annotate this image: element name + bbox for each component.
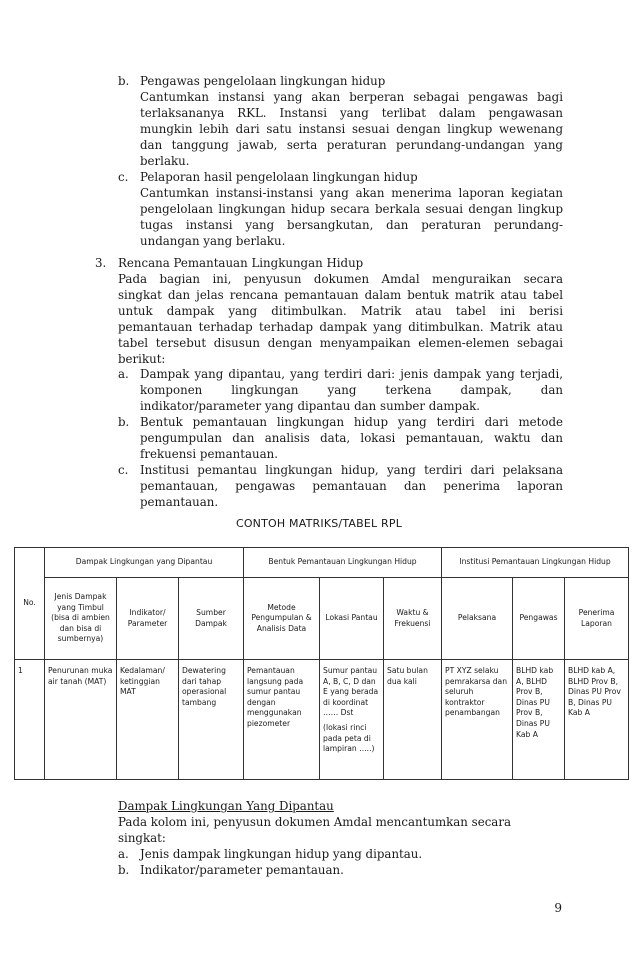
cell-waktu: Satu bulan dua kali <box>384 660 442 780</box>
text-line: pemantauan terhadap terhadap dampak yang ditimbulkan. Matrik atau <box>118 319 563 334</box>
cell-pengawas: BLHD kab A, BLHD Prov B, Dinas PU Prov B, Dinas PU Kab A <box>513 660 565 780</box>
text-line: singkat: <box>118 830 166 845</box>
dampak-item-a-marker: a. <box>118 847 129 861</box>
section-c-marker: c. <box>118 170 129 184</box>
col-waktu-header: Waktu & Frekuensi <box>384 578 442 660</box>
text-line: untuk dampak yang ditimbulkan. Matrik atau tabel ini berisi <box>118 303 563 318</box>
text-line: Pada bagian ini, penyusun dokumen Amdal menguraikan secara <box>118 272 563 286</box>
text-line: Pada kolom ini, penyusun dokumen Amdal mencantumkan secara <box>118 815 512 829</box>
item-b-body <box>140 415 563 463</box>
table-header-columns <box>15 578 629 660</box>
col-sumber-header: Sumber Dampak <box>179 578 244 660</box>
text-line: Institusi pemantau lingkungan hidup, yang terdiri dari pelaksana <box>140 463 563 477</box>
cell-metode: Pemantauan langsung pada sumur pantau dengan menggunakan piezometer <box>244 660 320 780</box>
col-pengawas-header: Pengawas <box>513 578 565 660</box>
text-line: mungkin lebih dari satu instansi sesuai dengan lingkup wewenang <box>140 121 563 136</box>
cell-sumber: Dewatering dari tahap operasional tambang <box>179 660 244 780</box>
text-line: singkat dan jelas rencana pemantauan dalam bentuk matrik atau tabel <box>118 287 563 302</box>
text-line: tugas instansi yang bersangkutan, dan peraturan perundang- <box>140 217 563 232</box>
rpl-matrix-table <box>14 547 629 780</box>
group-bentuk-header: Bentuk Pemantauan Lingkungan Hidup <box>244 548 442 578</box>
text-line: pengumpulan dan analisis data, lokasi pemantauan, waktu dan <box>140 430 563 445</box>
cell-lokasi <box>320 660 384 780</box>
text-line: berlaku. <box>140 153 190 168</box>
text-line: dan tanggung jawab, serta peraturan perundang-undangan yang <box>140 137 563 152</box>
cell-indikator: Kedalaman/ ketinggian MAT <box>117 660 179 780</box>
text-line: pemantauan, pengawas pemantauan dan penerima laporan <box>140 478 563 493</box>
text-line: indikator/parameter yang dipantau dan sumber dampak. <box>140 398 481 413</box>
item-a-body <box>140 367 563 415</box>
section-3-marker: 3. <box>95 256 107 270</box>
section-3-body <box>118 272 563 367</box>
col-no-header: No. <box>15 548 45 660</box>
cell-lokasi-text: Sumur pantau A, B, C, D dan E yang berada di koordinat …… Dst <box>323 666 379 718</box>
section-b-marker: b. <box>118 74 130 88</box>
dampak-item-b-marker: b. <box>118 863 130 877</box>
text-line: berikut: <box>118 351 166 366</box>
cell-no: 1 <box>15 660 45 780</box>
text-line: terlaksananya RKL. Instansi yang terlibat dalam pengawasan <box>140 105 563 120</box>
col-metode-header: Metode Pengumpulan & Analisis Data <box>244 578 320 660</box>
section-b-title: Pengawas pengelolaan lingkungan hidup <box>140 74 386 88</box>
item-b-marker: b. <box>118 415 130 429</box>
text-line: Dampak yang dipantau, yang terdiri dari: jenis dampak yang terjadi, <box>140 367 563 381</box>
item-a-marker: a. <box>118 367 129 381</box>
section-3-title: Rencana Pemantauan Lingkungan Hidup <box>118 256 364 270</box>
col-lokasi-header: Lokasi Pantau <box>320 578 384 660</box>
dampak-section-body <box>118 815 563 847</box>
section-c-body <box>140 186 563 250</box>
text-line: Cantumkan instansi-instansi yang akan menerima laporan kegiatan <box>140 186 563 200</box>
text-line: Bentuk pemantauan lingkungan hidup yang terdiri dari metode <box>140 415 563 429</box>
section-c-title: Pelaporan hasil pengelolaan lingkungan hidup <box>140 170 418 184</box>
cell-pelaksana: PT XYZ selaku pemrakarsa dan seluruh kontraktor penambangan <box>442 660 513 780</box>
text-line: Cantumkan instansi yang akan berperan sebagai pengawas bagi <box>140 90 563 104</box>
dampak-item-b-text: Indikator/parameter pemantauan. <box>140 863 344 877</box>
text-line: pemantauan. <box>140 494 219 509</box>
col-jenis-header: Jenis Dampak yang Timbul (bisa di ambien dan bisa di sumbernya) <box>45 578 117 660</box>
text-line: undangan yang berlaku. <box>140 233 286 248</box>
table-title: CONTOH MATRIKS/TABEL RPL <box>235 517 403 530</box>
cell-jenis: Penurunan muka air tanah (MAT) <box>45 660 117 780</box>
cell-lokasi-note: (lokasi rinci pada peta di lampiran …..) <box>323 722 375 754</box>
col-pelaksana-header: Pelaksana <box>442 578 513 660</box>
section-b-body <box>140 90 563 170</box>
text-line: tabel tersebut disusun dengan menyampaikan elemen-elemen sebagai <box>118 335 563 350</box>
item-c-marker: c. <box>118 463 129 477</box>
dampak-section-title: Dampak Lingkungan Yang Dipantau <box>118 799 334 813</box>
col-indikator-header: Indikator/ Parameter <box>117 578 179 660</box>
cell-penerima: BLHD kab A, BLHD Prov B, Dinas PU Prov B, Dinas PU Kab A <box>565 660 629 780</box>
item-c-body <box>140 463 563 511</box>
page-number: 9 <box>554 901 562 915</box>
text-line: frekuensi pemantauan. <box>140 446 278 461</box>
col-penerima-header: Penerima Laporan <box>565 578 629 660</box>
text-line: pengelolaan lingkungan hidup secara berkala sesuai dengan lingkup <box>140 201 563 216</box>
group-institusi-header: Institusi Pemantauan Lingkungan Hidup <box>442 548 629 578</box>
text-line: komponen lingkungan yang terkena dampak, dan <box>140 382 563 397</box>
group-dampak-header: Dampak Lingkungan yang Dipantau <box>45 548 244 578</box>
table-header-groups <box>15 548 629 578</box>
dampak-item-a-text: Jenis dampak lingkungan hidup yang dipantau. <box>140 847 423 861</box>
table-row <box>15 660 629 780</box>
